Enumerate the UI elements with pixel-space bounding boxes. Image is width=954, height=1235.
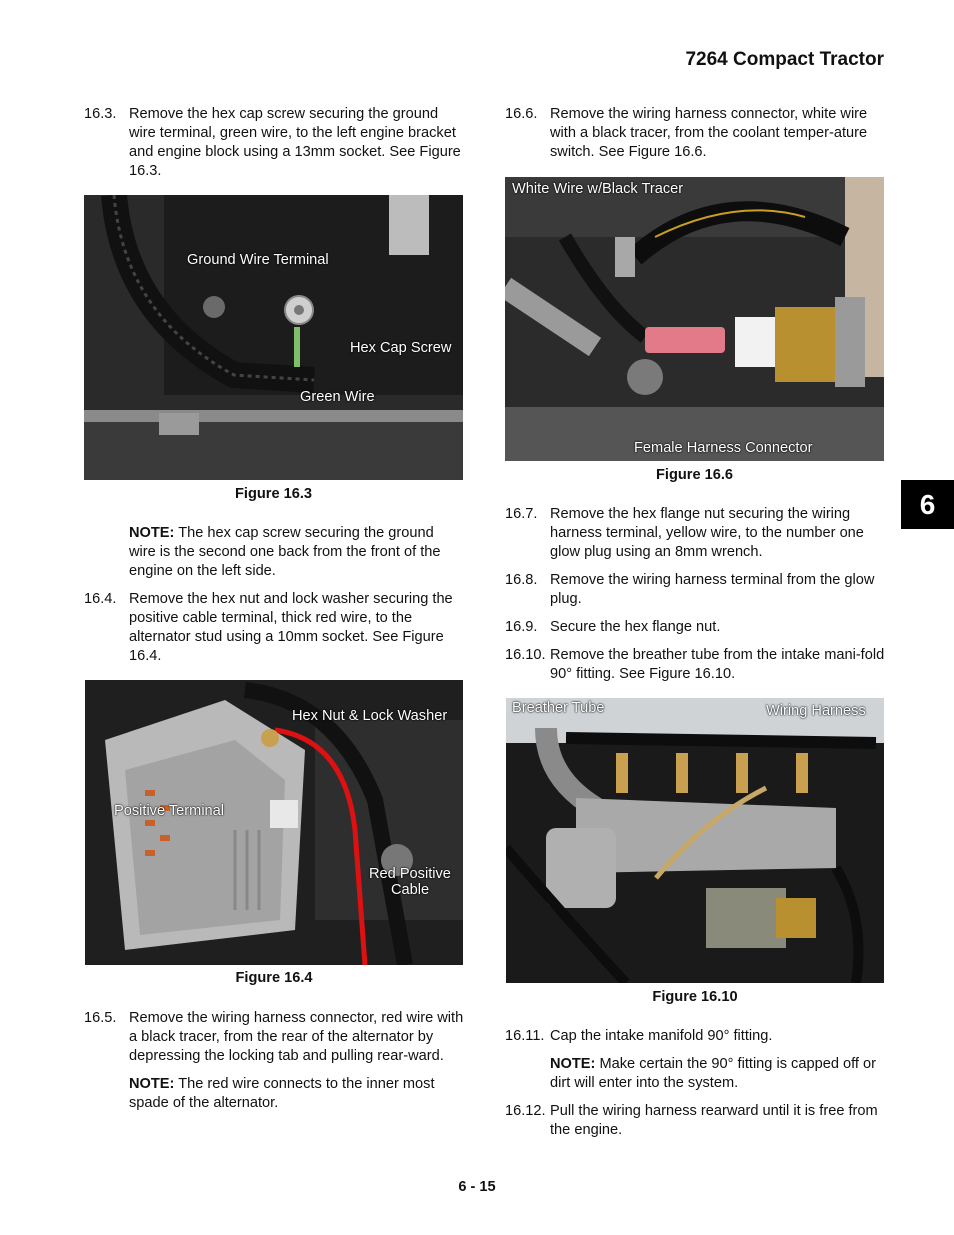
- note-label: NOTE:: [129, 525, 175, 541]
- figure-16-10-photo: [506, 698, 884, 983]
- figure-16-6: [505, 177, 884, 461]
- step-16-9: [505, 618, 885, 637]
- label-white-wire-black-tracer: White Wire w/Black Tracer: [512, 181, 684, 197]
- figure-16-10-caption: Figure 16.10: [652, 989, 738, 1005]
- step-number: 16.5.: [84, 1010, 117, 1026]
- label-green-wire: Green Wire: [300, 389, 375, 405]
- step-16-11: [505, 1027, 885, 1046]
- label-female-harness-connector: Female Harness Connector: [634, 440, 813, 456]
- label-positive-terminal: Positive Terminal: [114, 803, 225, 819]
- left-column: [84, 105, 464, 181]
- figure-16-6-caption: Figure 16.6: [655, 467, 734, 483]
- step-16-5: [84, 1009, 464, 1066]
- label-hex-cap-screw: Hex Cap Screw: [350, 340, 452, 356]
- step-number: 16.3.: [84, 106, 117, 122]
- note-label: NOTE:: [550, 1056, 596, 1072]
- figure-16-10: [506, 698, 884, 983]
- step-text: Pull the wiring harness rearward until it is free from the engine.: [550, 1103, 878, 1138]
- step-number: 16.8.: [505, 572, 538, 588]
- step-number: 16.11.: [505, 1028, 545, 1044]
- step-16-7: [505, 505, 885, 562]
- left-column-lower: [84, 524, 464, 666]
- right-column: [505, 105, 885, 162]
- step-text: Remove the hex nut and lock washer securing the positive cable terminal, thick red wire, to the alternator stud using a 10mm socket. See Figure 16.4.: [129, 591, 453, 664]
- step-number: 16.7.: [505, 506, 538, 522]
- step-16-12: [505, 1102, 885, 1140]
- step-text: Remove the wiring harness connector, red wire with a black tracer, from the rear of the alternator by depressing the locking tab and pulling rear-ward.: [129, 1010, 464, 1064]
- note-ground-screw: [84, 524, 464, 581]
- label-ground-wire-terminal: Ground Wire Terminal: [187, 252, 329, 268]
- step-number: 16.4.: [84, 591, 117, 607]
- note-text: Make certain the 90° fitting is capped off or dirt will enter into the system.: [550, 1056, 876, 1091]
- step-number: 16.10.: [505, 647, 546, 663]
- step-text: Remove the breather tube from the intake mani-fold 90° fitting. See Figure 16.10.: [550, 647, 885, 682]
- figure-16-3-photo: [84, 195, 463, 480]
- page-number: 6 - 15: [458, 1179, 496, 1195]
- step-16-10: [505, 646, 885, 684]
- page-header-title: 7264 Compact Tractor: [685, 49, 884, 70]
- step-16-6: [505, 105, 885, 162]
- label-red-positive: Red Positive: [369, 866, 451, 882]
- step-16-8: [505, 571, 885, 609]
- step-number: 16.12.: [505, 1103, 546, 1119]
- figure-16-6-photo: [505, 177, 884, 461]
- step-16-3: [84, 105, 464, 181]
- step-text: Remove the hex flange nut securing the wiring harness terminal, yellow wire, to the number one glow plug using an 8mm wrench.: [550, 506, 864, 560]
- label-wiring-harness: Wiring Harness: [766, 703, 866, 719]
- step-text: Secure the hex flange nut.: [550, 619, 721, 635]
- right-column-middle: [505, 505, 885, 684]
- figure-16-4: [85, 680, 463, 965]
- figure-16-3-caption: Figure 16.3: [234, 486, 313, 502]
- label-hex-nut-lock-washer: Hex Nut & Lock Washer: [292, 708, 448, 724]
- note-text: The hex cap screw securing the ground wire is the second one back from the front of the engine on the left side.: [129, 525, 441, 579]
- step-16-4: [84, 590, 464, 666]
- step-text: Remove the hex cap screw securing the ground wire terminal, green wire, to the left engine bracket and engine block using a 13mm socket. See Figure 16.3.: [129, 106, 461, 179]
- figure-16-4-caption: Figure 16.4: [235, 970, 313, 986]
- step-number: 16.6.: [505, 106, 538, 122]
- step-text: Remove the wiring harness terminal from the glow plug.: [550, 572, 875, 607]
- right-column-bottom: [505, 1027, 885, 1140]
- note-red-wire: [84, 1075, 464, 1113]
- step-text: Cap the intake manifold 90° fitting.: [550, 1028, 773, 1044]
- step-number: 16.9.: [505, 619, 538, 635]
- label-cable: Cable: [391, 882, 430, 898]
- note-label: NOTE:: [129, 1076, 175, 1092]
- figure-16-3: [84, 195, 463, 480]
- note-fitting-capped: [505, 1055, 885, 1093]
- step-text: Remove the wiring harness connector, white wire with a black tracer, from the coolant temper-ature switch. See Figure 16.6.: [550, 106, 868, 160]
- section-tab: 6: [901, 480, 954, 529]
- left-column-bottom: [84, 1009, 464, 1113]
- note-text: The red wire connects to the inner most spade of the alternator.: [129, 1076, 435, 1111]
- label-breather-tube: Breather Tube: [512, 700, 605, 716]
